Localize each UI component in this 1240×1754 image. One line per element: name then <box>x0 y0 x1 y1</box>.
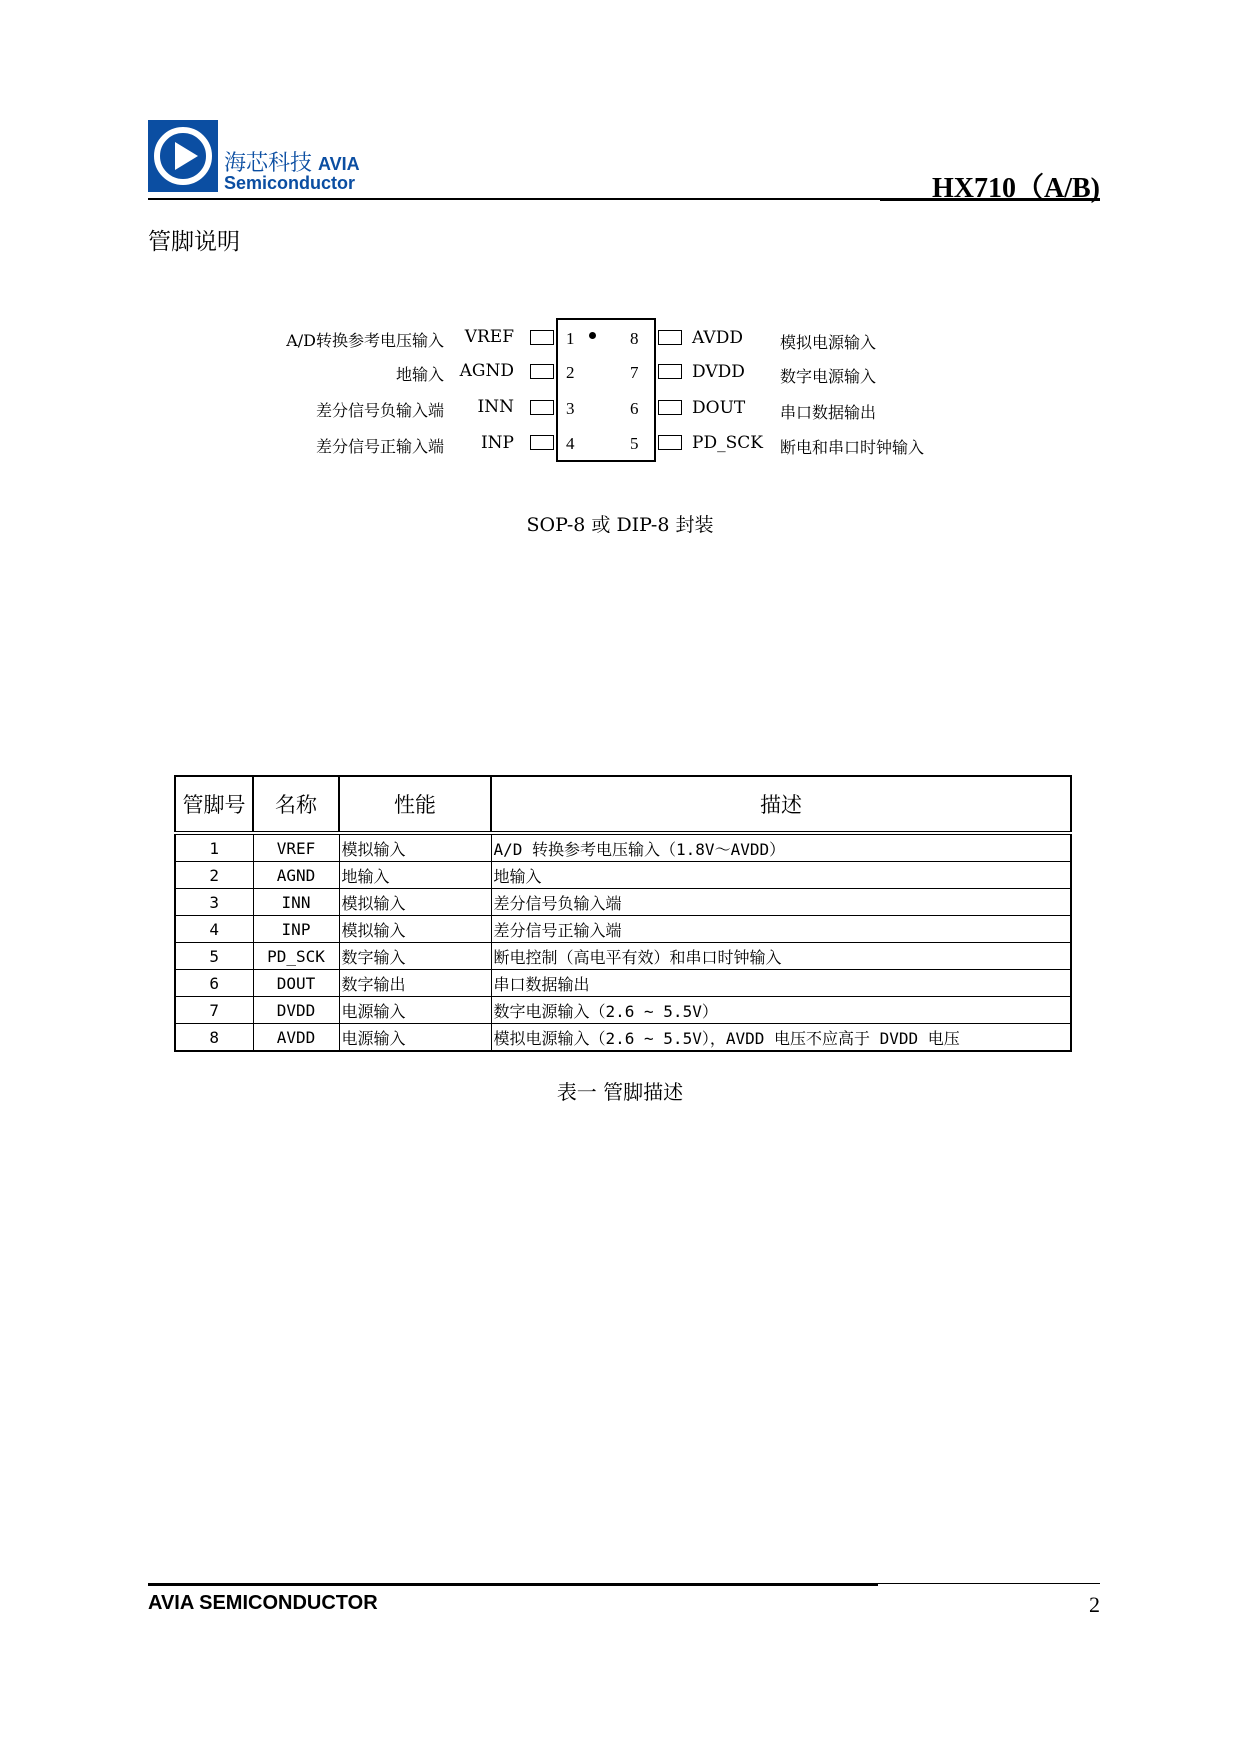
pin-name-right: PD_SCK <box>692 433 763 453</box>
cell-name: AGND <box>253 862 339 889</box>
pin1-marker <box>589 332 596 339</box>
footer-rule-thick <box>148 1583 878 1586</box>
cell-function: 电源输入 <box>339 997 491 1024</box>
pin-number: 3 <box>566 399 575 418</box>
cell-function: 数字输入 <box>339 943 491 970</box>
cell-description: A/D 转换参考电压输入（1.8V～AVDD） <box>491 833 1071 862</box>
section-title: 管脚说明 <box>148 229 240 255</box>
table-row <box>175 916 1071 943</box>
package-caption: SOP-8 或 DIP-8 封装 <box>526 514 714 536</box>
pin-name-left: VREF <box>464 327 514 347</box>
table-row <box>175 943 1071 970</box>
page-number: 2 <box>1089 1592 1100 1617</box>
cell-name: DOUT <box>253 970 339 997</box>
pin-stub-left <box>530 400 554 415</box>
pin-number: 1 <box>566 329 575 348</box>
cell-description: 断电控制（高电平有效）和串口时钟输入 <box>491 943 1071 970</box>
cell-description: 数字电源输入（2.6 ~ 5.5V） <box>491 997 1071 1024</box>
pin-desc-right: 数字电源输入 <box>780 367 877 386</box>
cell-function: 电源输入 <box>339 1024 491 1052</box>
cell-name: AVDD <box>253 1024 339 1052</box>
pin-name-left: AGND <box>459 361 514 381</box>
cell-function: 地输入 <box>339 862 491 889</box>
pin-desc-left: 差分信号正输入端 <box>315 437 444 456</box>
cell-name: INP <box>253 916 339 943</box>
header-rule-thick <box>880 198 1100 201</box>
pin-desc-right: 串口数据输出 <box>780 403 877 422</box>
cell-pin-number: 4 <box>175 916 253 943</box>
pin-description-table <box>174 775 1072 1052</box>
pin-stub-left <box>530 330 554 345</box>
pin-name-right: DVDD <box>692 362 745 382</box>
pin-stub-right <box>658 435 682 450</box>
column-header-name: 名称 <box>253 776 339 833</box>
cell-description: 模拟电源输入（2.6 ~ 5.5V），AVDD 电压不应高于 DVDD 电压 <box>491 1024 1071 1052</box>
pin-number: 2 <box>566 363 575 382</box>
pin-name-right: DOUT <box>692 398 746 418</box>
table-row <box>175 1024 1071 1052</box>
cell-pin-number: 3 <box>175 889 253 916</box>
pin-desc-left: 地输入 <box>395 365 444 384</box>
cell-description: 串口数据输出 <box>491 970 1071 997</box>
cell-name: DVDD <box>253 997 339 1024</box>
cell-function: 模拟输入 <box>339 889 491 916</box>
table-row <box>175 970 1071 997</box>
cell-pin-number: 6 <box>175 970 253 997</box>
cell-name: PD_SCK <box>253 943 339 970</box>
column-header-pin-number: 管脚号 <box>175 776 253 833</box>
cell-name: INN <box>253 889 339 916</box>
pin-desc-left: A/D转换参考电压输入 <box>286 331 444 350</box>
column-header-description: 描述 <box>491 776 1071 833</box>
pin-number: 4 <box>566 434 575 453</box>
document-title: HX710（A/B) <box>931 173 1100 204</box>
cell-name: VREF <box>253 833 339 862</box>
table-row <box>175 997 1071 1024</box>
pin-stub-right <box>658 330 682 345</box>
logo-avia: AVIA <box>318 154 360 174</box>
logo <box>148 120 218 192</box>
table-header-row <box>175 776 1071 833</box>
cell-description: 地输入 <box>491 862 1071 889</box>
cell-pin-number: 7 <box>175 997 253 1024</box>
cell-pin-number: 8 <box>175 1024 253 1052</box>
pin-number: 8 <box>630 329 639 348</box>
cell-function: 数字输出 <box>339 970 491 997</box>
pin-number: 7 <box>630 363 639 382</box>
pin-number: 5 <box>630 434 639 453</box>
pin-stub-left <box>530 364 554 379</box>
pin-desc-right: 模拟电源输入 <box>780 333 877 352</box>
cell-pin-number: 5 <box>175 943 253 970</box>
pin-stub-left <box>530 435 554 450</box>
table-row <box>175 889 1071 916</box>
pin-name-left: INP <box>480 433 514 453</box>
pin-number: 6 <box>630 399 639 418</box>
pin-desc-left: 差分信号负输入端 <box>315 401 444 420</box>
cell-pin-number: 2 <box>175 862 253 889</box>
pin-name-left: INN <box>477 397 514 417</box>
pin-name-right: AVDD <box>692 328 743 348</box>
footer-company: AVIA SEMICONDUCTOR <box>148 1592 378 1614</box>
cell-pin-number: 1 <box>175 833 253 862</box>
pin-stub-right <box>658 364 682 379</box>
cell-description: 差分信号负输入端 <box>491 889 1071 916</box>
pin-desc-right: 断电和串口时钟输入 <box>780 438 925 457</box>
column-header-function: 性能 <box>339 776 491 833</box>
logo-cn-name: 海芯科技 <box>224 151 313 176</box>
table-row <box>175 862 1071 889</box>
cell-function: 模拟输入 <box>339 916 491 943</box>
cell-function: 模拟输入 <box>339 833 491 862</box>
logo-text-en: Semiconductor <box>224 173 356 193</box>
pin-stub-right <box>658 400 682 415</box>
table-row <box>175 833 1071 862</box>
table-caption: 表一 管脚描述 <box>556 1080 684 1104</box>
play-logo-icon <box>148 120 218 192</box>
cell-description: 差分信号正输入端 <box>491 916 1071 943</box>
